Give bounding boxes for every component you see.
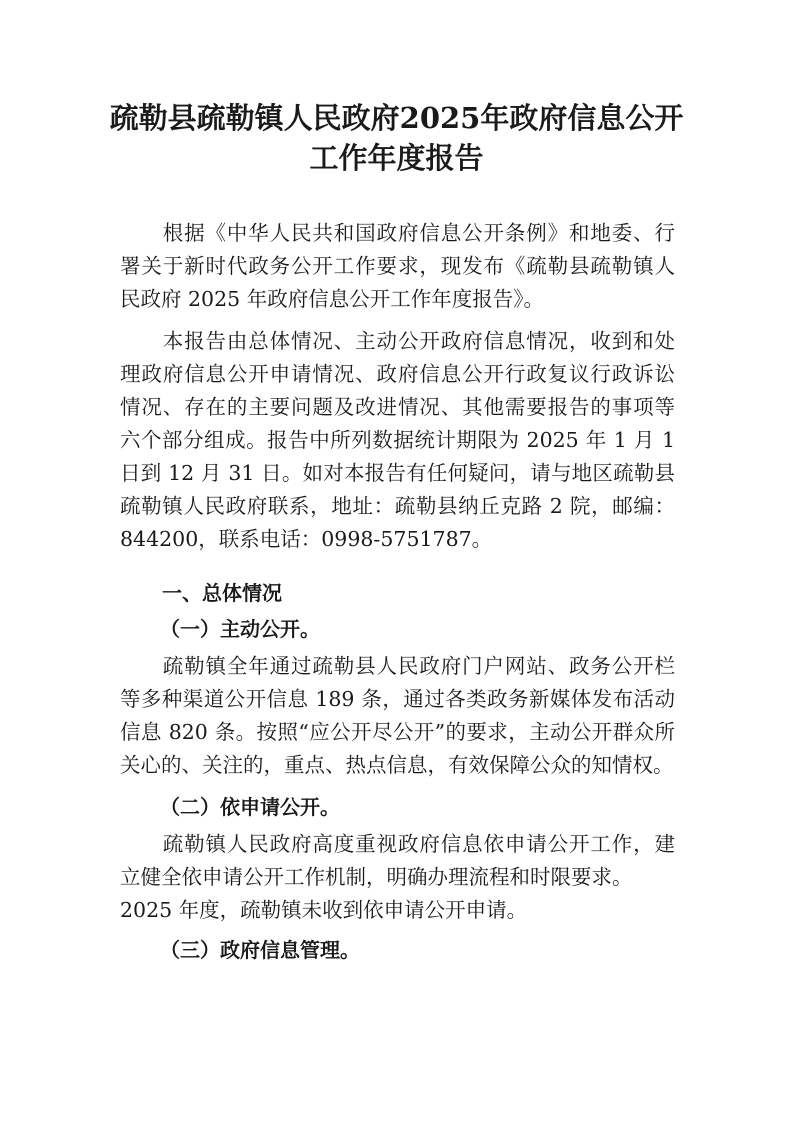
paragraph-disclosure-on-request	[120, 828, 675, 927]
text-line: 信息 820 条。按照“应公开尽公开”的要求，主动公开群众所	[120, 720, 675, 744]
text-line: 日到 12 月 31 日。如对本报告有任何疑问，请与地区疏勒县	[120, 461, 675, 485]
subheading-proactive-disclosure: （一）主动公开。	[160, 617, 320, 641]
paragraph-proactive-disclosure	[120, 650, 675, 782]
text-line: 立健全依申请公开工作机制，明确办理流程和时限要求。	[120, 865, 633, 889]
text-line: 民政府 2025 年政府信息公开工作年度报告》。	[120, 287, 544, 311]
text-line: 疏勒镇人民政府联系，地址：疏勒县纳丘克路 2 院，邮编：	[120, 494, 675, 518]
intro-paragraph-1	[120, 217, 675, 316]
text-line: 本报告由总体情况、主动公开政府信息情况，收到和处	[120, 329, 675, 353]
text-line: 根据《中华人民共和国政府信息公开条例》和地委、行	[120, 221, 675, 245]
intro-paragraph-2	[120, 325, 675, 556]
text-line: 关心的、关注的，重点、热点信息，有效保障公众的知情权。	[120, 753, 674, 777]
text-line: 等多种渠道公开信息 189 条，通过各类政务新媒体发布活动	[120, 687, 675, 711]
text-line: 六个部分组成。报告中所列数据统计期限为 2025 年 1 月 1	[120, 428, 675, 452]
text-line: 理政府信息公开申请情况、政府信息公开行政复议行政诉讼	[120, 362, 675, 386]
report-title-line-2: 工作年度报告	[309, 141, 484, 175]
text-line: 疏勒镇人民政府高度重视政府信息依申请公开工作，建	[120, 832, 675, 856]
subheading-disclosure-on-request: （二）依申请公开。	[160, 795, 340, 819]
report-title-line-1: 疏勒县疏勒镇人民政府2025年政府信息公开	[109, 101, 684, 135]
text-line: 疏勒镇全年通过疏勒县人民政府门户网站、政务公开栏	[120, 654, 675, 678]
text-line: 署关于新时代政务公开工作要求，现发布《疏勒县疏勒镇人	[120, 254, 675, 278]
section-heading-overview: 一、总体情况	[162, 581, 282, 605]
text-line: 844200，联系电话：0998-5751787。	[120, 527, 493, 551]
subheading-information-management: （三）政府信息管理。	[160, 938, 360, 962]
text-line: 情况、存在的主要问题及改进情况、其他需要报告的事项等	[120, 395, 675, 419]
text-line: 2025 年度，疏勒镇未收到依申请公开申请。	[120, 898, 528, 922]
